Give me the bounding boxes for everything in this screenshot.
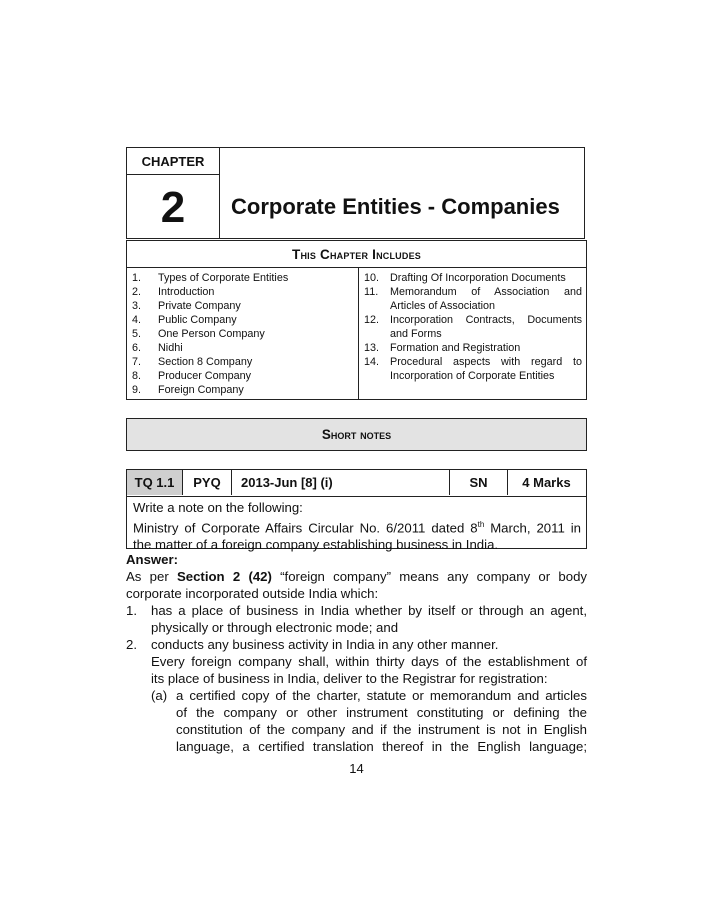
subpoint-line: a certified copy of the charter, statute or memorandum and articles <box>176 688 587 703</box>
chapter-label: CHAPTER <box>127 148 219 175</box>
chapter-includes-box <box>126 240 587 400</box>
question-marks: 4 Marks <box>522 475 571 490</box>
question-table <box>126 469 587 553</box>
point-number: 1. <box>126 603 137 618</box>
question-header-row <box>127 470 586 497</box>
chapter-title: Corporate Entities - Companies <box>231 194 560 219</box>
question-type: PYQ <box>183 470 232 495</box>
answer-intro: As per Section 2 (42) “foreign company” means any company or body <box>126 569 587 584</box>
point-text-line2: physically or through electronic mode; and <box>151 620 399 635</box>
chapter-number: 2 <box>160 183 186 232</box>
point-number: 2. <box>126 637 137 652</box>
subpoint-label: (a) <box>151 688 168 703</box>
paragraph-line: Every foreign company shall, within thirty days of the establishment of <box>151 654 587 669</box>
section-heading: Short notes <box>126 418 587 451</box>
list-item: 14. Procedural aspects with regard to Incorporation of Corporate Entities <box>364 356 582 382</box>
subpoint-line: of the company or other instrument constituting or defining the <box>176 705 587 720</box>
list-item: 11. Memorandum of Association and Articles of Association <box>364 286 582 312</box>
subpoint-line: constitution of the company and if the instrument is not in English <box>176 722 587 737</box>
answer-intro-line2: corporate incorporated outside India which: <box>126 586 379 601</box>
point-text: has a place of business in India whether by itself or through an agent, <box>151 603 587 618</box>
question-id: TQ 1.1 <box>127 470 183 495</box>
subpoint-line: language, a certified translation thereof in the English language; <box>176 739 587 754</box>
question-text: Write a note on the following: Ministry of Corporate Affairs Circular No. 6/2011 dated 8th March, 2011 in the matter of a foreign company establishing business in India. <box>133 500 581 553</box>
includes-right-column: 10. Drafting Of Incorporation Documents 11. Memorandum of Association and Articles of Association 12. Incorporation Contracts, Documents and Forms 13. Formation and Registration 14. Procedural aspects with regard to Incorporation of Corporate Entities <box>364 272 582 382</box>
includes-left-column: 1. Types of Corporate Entities 2. Introduction 3. Private Company 4. Public Company 5. One Person Company 6. Nidhi 7. Section 8 Company 8. Producer Company 9. Foreign Company <box>127 268 359 399</box>
chapter-number-box <box>127 148 220 238</box>
list-item: 12. Incorporation Contracts, Documents and Forms <box>364 314 582 340</box>
page-number: 14 <box>349 761 364 776</box>
includes-heading: This Chapter Includes <box>127 241 586 268</box>
point-text: conducts any business activity in India in any other manner. <box>151 637 499 652</box>
question-exam: 2013-Jun [8] (i) <box>232 470 450 495</box>
paragraph-line: its place of business in India, deliver to the Registrar for registration: <box>151 671 548 686</box>
chapter-header <box>126 147 585 239</box>
answer-label: Answer: <box>126 552 179 567</box>
question-kind: SN <box>450 470 508 495</box>
